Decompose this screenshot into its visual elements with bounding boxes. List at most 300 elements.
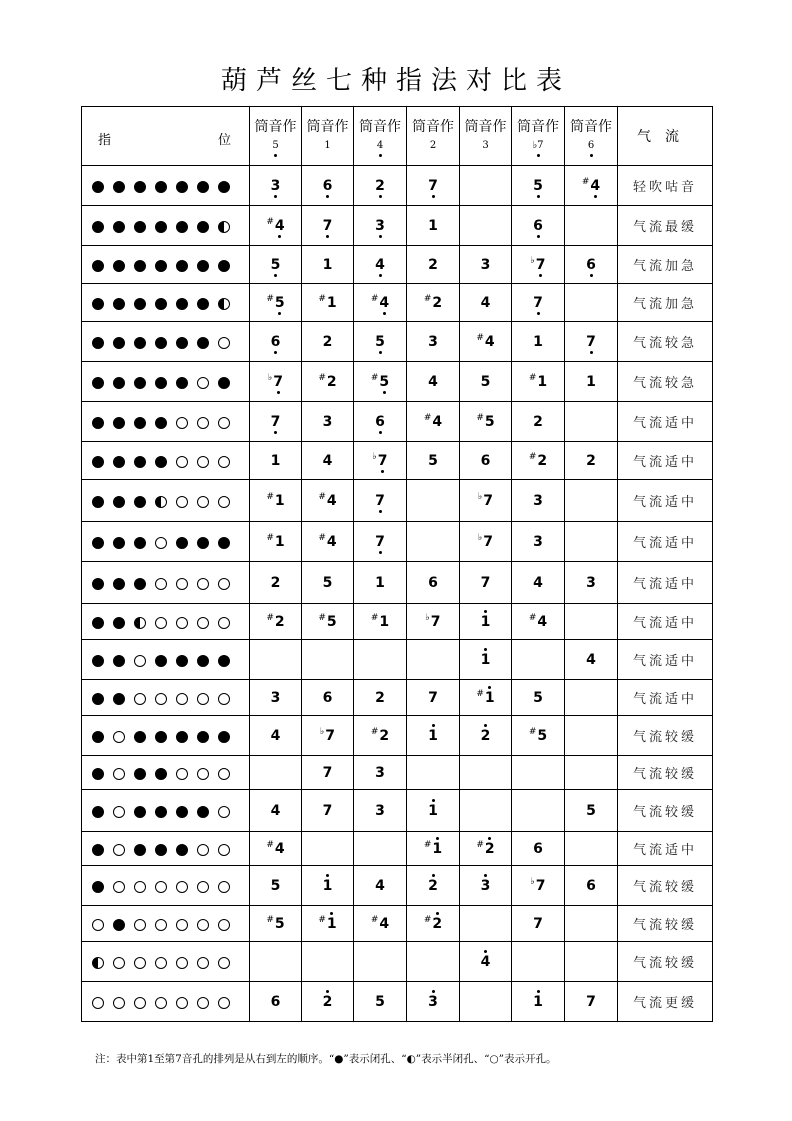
open-hole-icon bbox=[197, 957, 209, 969]
note-cell bbox=[302, 832, 354, 866]
open-hole-icon bbox=[155, 578, 167, 590]
accidental: # bbox=[318, 294, 326, 304]
table-row bbox=[82, 206, 713, 246]
note-number: 4 bbox=[537, 614, 548, 630]
note-cell bbox=[565, 790, 618, 832]
open-hole-icon bbox=[92, 997, 104, 1009]
note-cell bbox=[354, 322, 407, 362]
key-header-note: 5 bbox=[272, 140, 279, 151]
note-cell bbox=[407, 640, 460, 680]
airflow-cell: 轻吹咕音 bbox=[618, 166, 713, 206]
accidental: # bbox=[528, 452, 537, 462]
note-cell bbox=[354, 866, 407, 906]
note-cell bbox=[250, 522, 302, 562]
table-row bbox=[82, 640, 713, 680]
note-number: 5 bbox=[428, 452, 438, 469]
closed-hole-icon bbox=[134, 298, 146, 310]
closed-hole-icon bbox=[218, 377, 230, 389]
airflow-cell: 气流加急 bbox=[618, 284, 713, 322]
note-cell bbox=[565, 756, 618, 790]
airflow-cell: 气流较缓 bbox=[618, 906, 713, 942]
note-cell bbox=[512, 362, 565, 402]
table-row bbox=[82, 832, 713, 866]
open-hole-icon bbox=[176, 417, 188, 429]
note-cell bbox=[302, 640, 354, 680]
note-number: 6 bbox=[586, 877, 596, 894]
airflow-cell: 气流适中 bbox=[618, 640, 713, 680]
closed-hole-icon bbox=[113, 456, 125, 468]
note-cell bbox=[302, 166, 354, 206]
closed-hole-icon bbox=[113, 693, 125, 705]
closed-hole-icon bbox=[155, 417, 167, 429]
closed-hole-icon bbox=[113, 181, 125, 193]
note-cell bbox=[407, 906, 460, 942]
key-header-note: 1 bbox=[324, 140, 331, 151]
note-cell bbox=[354, 402, 407, 442]
open-hole-icon bbox=[176, 496, 188, 508]
key-header bbox=[460, 107, 512, 166]
note-cell bbox=[302, 480, 354, 522]
note-cell bbox=[302, 716, 354, 756]
note-number: 3 bbox=[428, 333, 438, 350]
note-cell bbox=[354, 284, 407, 322]
open-hole-icon bbox=[155, 997, 167, 1009]
note-cell bbox=[250, 284, 302, 322]
accidental: # bbox=[370, 613, 379, 623]
note-cell bbox=[512, 206, 565, 246]
note-number: 6 bbox=[322, 689, 333, 706]
note-cell bbox=[565, 206, 618, 246]
table-row bbox=[82, 866, 713, 906]
note-number: 5 bbox=[274, 916, 285, 932]
airflow-cell: 气流适中 bbox=[618, 562, 713, 604]
closed-hole-icon bbox=[92, 260, 104, 272]
note-cell bbox=[407, 246, 460, 284]
note-number: 7 bbox=[273, 374, 283, 390]
note-number: 4 bbox=[533, 574, 543, 591]
note-cell bbox=[354, 832, 407, 866]
note-number: 5 bbox=[375, 333, 385, 350]
accidental: ♭ bbox=[268, 373, 273, 383]
accidental: # bbox=[266, 840, 274, 850]
note-number: 2 bbox=[375, 177, 385, 194]
open-hole-icon bbox=[197, 997, 209, 1009]
closed-hole-icon bbox=[176, 298, 188, 310]
note-cell bbox=[354, 480, 407, 522]
table-row bbox=[82, 402, 713, 442]
note-number: 2 bbox=[375, 689, 385, 706]
accidental: # bbox=[370, 727, 379, 737]
note-cell bbox=[565, 604, 618, 640]
note-cell bbox=[302, 866, 354, 906]
closed-hole-icon bbox=[92, 298, 104, 310]
note-number: 1 bbox=[322, 877, 333, 894]
note-number: 4 bbox=[480, 953, 491, 970]
note-number: 7 bbox=[322, 764, 333, 781]
note-cell bbox=[407, 442, 460, 480]
accidental: # bbox=[528, 727, 537, 737]
accidental: # bbox=[318, 373, 326, 383]
note-number: 1 bbox=[484, 690, 495, 706]
note-cell bbox=[460, 832, 512, 866]
closed-hole-icon bbox=[134, 377, 146, 389]
accidental: ♭ bbox=[320, 727, 325, 737]
closed-hole-icon bbox=[218, 731, 230, 743]
key-header-note: 2 bbox=[429, 140, 437, 151]
open-hole-icon bbox=[176, 768, 188, 780]
note-number: 5 bbox=[533, 689, 543, 706]
hole-pattern bbox=[82, 246, 250, 284]
half-closed-hole-icon bbox=[134, 617, 146, 629]
note-cell bbox=[407, 680, 460, 716]
closed-hole-icon bbox=[155, 768, 167, 780]
note-number: 1 bbox=[326, 295, 337, 311]
open-hole-icon bbox=[218, 456, 230, 468]
note-cell bbox=[250, 832, 302, 866]
note-number: 7 bbox=[535, 257, 546, 273]
fingering-header bbox=[82, 107, 250, 166]
open-hole-icon bbox=[218, 806, 230, 818]
airflow-cell: 气流最缓 bbox=[618, 206, 713, 246]
closed-hole-icon bbox=[218, 260, 230, 272]
airflow-cell: 气流较急 bbox=[618, 322, 713, 362]
note-cell bbox=[302, 604, 354, 640]
note-cell bbox=[302, 206, 354, 246]
accidental: ♭ bbox=[478, 533, 483, 543]
note-cell bbox=[250, 982, 302, 1022]
note-cell bbox=[407, 166, 460, 206]
note-cell bbox=[512, 402, 565, 442]
closed-hole-icon bbox=[155, 806, 167, 818]
table-row bbox=[82, 322, 713, 362]
hole-pattern bbox=[82, 716, 250, 756]
closed-hole-icon bbox=[134, 181, 146, 193]
airflow-cell: 气流较缓 bbox=[618, 756, 713, 790]
note-cell bbox=[565, 866, 618, 906]
note-number: 4 bbox=[375, 877, 385, 894]
note-cell bbox=[565, 640, 618, 680]
note-cell bbox=[460, 442, 512, 480]
note-number: 5 bbox=[480, 373, 491, 390]
note-number: 1 bbox=[274, 493, 285, 509]
note-number: 2 bbox=[480, 727, 491, 744]
note-number: 6 bbox=[322, 177, 333, 194]
open-hole-icon bbox=[218, 337, 230, 349]
accidental: # bbox=[318, 613, 326, 623]
note-cell bbox=[407, 756, 460, 790]
note-number: 1 bbox=[537, 374, 548, 390]
note-cell bbox=[302, 522, 354, 562]
closed-hole-icon bbox=[218, 537, 230, 549]
open-hole-icon bbox=[197, 496, 209, 508]
open-hole-icon bbox=[197, 417, 209, 429]
table-row bbox=[82, 480, 713, 522]
note-cell bbox=[407, 322, 460, 362]
note-number: 1 bbox=[428, 217, 438, 234]
note-cell bbox=[407, 362, 460, 402]
accidental: # bbox=[423, 915, 432, 925]
note-cell bbox=[354, 522, 407, 562]
note-cell bbox=[512, 716, 565, 756]
note-number: 2 bbox=[586, 452, 596, 469]
note-cell bbox=[565, 522, 618, 562]
closed-hole-icon bbox=[92, 693, 104, 705]
note-cell bbox=[512, 680, 565, 716]
note-number: 1 bbox=[428, 802, 438, 819]
accidental: # bbox=[476, 333, 484, 343]
note-cell bbox=[407, 284, 460, 322]
table-row bbox=[82, 362, 713, 402]
note-number: 7 bbox=[480, 574, 491, 591]
note-cell bbox=[250, 640, 302, 680]
note-cell bbox=[460, 982, 512, 1022]
key-header-label: 筒音作 bbox=[359, 119, 401, 135]
note-number: 4 bbox=[480, 294, 491, 311]
note-number: 5 bbox=[375, 993, 385, 1010]
note-cell bbox=[565, 362, 618, 402]
key-header bbox=[407, 107, 460, 166]
open-hole-icon bbox=[134, 881, 146, 893]
hole-pattern bbox=[82, 906, 250, 942]
open-hole-icon bbox=[113, 997, 125, 1009]
closed-hole-icon bbox=[92, 844, 104, 856]
open-hole-icon bbox=[197, 377, 209, 389]
note-number: 7 bbox=[430, 614, 441, 630]
note-cell bbox=[250, 680, 302, 716]
closed-hole-icon bbox=[176, 337, 188, 349]
airflow-cell: 气流较急 bbox=[618, 362, 713, 402]
note-number: 1 bbox=[432, 841, 443, 857]
note-number: 3 bbox=[375, 764, 385, 781]
closed-hole-icon bbox=[92, 578, 104, 590]
open-hole-icon bbox=[197, 693, 209, 705]
airflow-cell: 气流适中 bbox=[618, 832, 713, 866]
note-cell bbox=[565, 906, 618, 942]
note-cell bbox=[565, 562, 618, 604]
note-number: 2 bbox=[432, 295, 443, 311]
note-number: 6 bbox=[586, 256, 596, 273]
accidental: ♭ bbox=[530, 256, 535, 266]
accidental: # bbox=[476, 840, 484, 850]
note-cell bbox=[250, 442, 302, 480]
note-cell bbox=[407, 402, 460, 442]
note-number: 4 bbox=[432, 414, 443, 430]
note-cell bbox=[250, 790, 302, 832]
note-cell bbox=[512, 166, 565, 206]
note-number: 3 bbox=[322, 413, 333, 430]
table-row bbox=[82, 442, 713, 480]
note-cell bbox=[460, 284, 512, 322]
hole-pattern bbox=[82, 604, 250, 640]
table-row bbox=[82, 284, 713, 322]
note-cell bbox=[565, 402, 618, 442]
closed-hole-icon bbox=[155, 221, 167, 233]
note-number: 7 bbox=[428, 689, 438, 706]
closed-hole-icon bbox=[197, 806, 209, 818]
note-number: 3 bbox=[270, 177, 281, 194]
note-number: 1 bbox=[428, 727, 438, 744]
note-cell bbox=[302, 906, 354, 942]
note-cell bbox=[565, 480, 618, 522]
accidental: # bbox=[266, 294, 274, 304]
accidental: # bbox=[423, 294, 432, 304]
open-hole-icon bbox=[218, 881, 230, 893]
note-cell bbox=[302, 284, 354, 322]
note-number: 6 bbox=[270, 993, 281, 1010]
table-row bbox=[82, 906, 713, 942]
header-fingering-label: 指 bbox=[98, 133, 112, 148]
note-number: 5 bbox=[322, 574, 333, 591]
closed-hole-icon bbox=[134, 456, 146, 468]
note-cell bbox=[302, 322, 354, 362]
table-row bbox=[82, 522, 713, 562]
closed-hole-icon bbox=[155, 260, 167, 272]
open-hole-icon bbox=[176, 957, 188, 969]
key-header-label: 筒音作 bbox=[517, 119, 559, 135]
open-hole-icon bbox=[176, 578, 188, 590]
note-number: 7 bbox=[322, 217, 333, 234]
note-cell bbox=[460, 480, 512, 522]
open-hole-icon bbox=[218, 617, 230, 629]
note-cell bbox=[302, 562, 354, 604]
closed-hole-icon bbox=[92, 456, 104, 468]
open-hole-icon bbox=[218, 496, 230, 508]
note-cell bbox=[250, 322, 302, 362]
note-cell bbox=[407, 604, 460, 640]
airflow-cell: 气流适中 bbox=[618, 442, 713, 480]
note-number: 4 bbox=[326, 493, 337, 509]
closed-hole-icon bbox=[218, 655, 230, 667]
airflow-cell: 气流较缓 bbox=[618, 716, 713, 756]
note-cell bbox=[512, 866, 565, 906]
note-number: 7 bbox=[483, 534, 493, 550]
open-hole-icon bbox=[113, 881, 125, 893]
open-hole-icon bbox=[197, 578, 209, 590]
note-number: 7 bbox=[377, 453, 388, 469]
note-number: 7 bbox=[586, 333, 596, 350]
note-cell bbox=[512, 640, 565, 680]
note-number: 2 bbox=[537, 453, 548, 469]
note-cell bbox=[250, 604, 302, 640]
closed-hole-icon bbox=[113, 655, 125, 667]
note-number: 5 bbox=[533, 177, 543, 194]
note-cell bbox=[512, 982, 565, 1022]
note-number: 2 bbox=[326, 374, 337, 390]
note-cell bbox=[460, 866, 512, 906]
hole-pattern bbox=[82, 832, 250, 866]
airflow-cell: 气流适中 bbox=[618, 480, 713, 522]
note-cell bbox=[512, 832, 565, 866]
airflow-cell: 气流较缓 bbox=[618, 866, 713, 906]
closed-hole-icon bbox=[92, 181, 104, 193]
note-cell bbox=[565, 284, 618, 322]
open-hole-icon bbox=[197, 456, 209, 468]
note-cell bbox=[460, 756, 512, 790]
note-number: 2 bbox=[533, 413, 543, 430]
accidental: # bbox=[476, 689, 484, 699]
closed-hole-icon bbox=[176, 377, 188, 389]
table-row bbox=[82, 790, 713, 832]
table-row bbox=[82, 716, 713, 756]
note-number: 1 bbox=[586, 373, 596, 390]
note-cell bbox=[354, 716, 407, 756]
closed-hole-icon bbox=[197, 221, 209, 233]
hole-pattern bbox=[82, 942, 250, 982]
note-cell bbox=[460, 402, 512, 442]
accidental: # bbox=[318, 492, 326, 502]
note-cell bbox=[354, 640, 407, 680]
half-closed-hole-icon bbox=[92, 957, 104, 969]
accidental: ♭ bbox=[530, 877, 535, 887]
open-hole-icon bbox=[92, 919, 104, 931]
closed-hole-icon bbox=[176, 260, 188, 272]
closed-hole-icon bbox=[92, 806, 104, 818]
open-hole-icon bbox=[218, 417, 230, 429]
note-cell bbox=[460, 604, 512, 640]
note-number: 7 bbox=[375, 533, 385, 550]
note-number: 1 bbox=[533, 993, 543, 1010]
open-hole-icon bbox=[176, 919, 188, 931]
note-cell bbox=[250, 906, 302, 942]
closed-hole-icon bbox=[92, 617, 104, 629]
accidental: # bbox=[370, 294, 379, 304]
note-cell bbox=[407, 942, 460, 982]
note-number: 1 bbox=[480, 613, 491, 630]
open-hole-icon bbox=[113, 844, 125, 856]
note-cell bbox=[460, 522, 512, 562]
note-cell bbox=[512, 442, 565, 480]
note-cell bbox=[512, 284, 565, 322]
note-number: 4 bbox=[375, 256, 385, 273]
open-hole-icon bbox=[218, 919, 230, 931]
closed-hole-icon bbox=[134, 496, 146, 508]
closed-hole-icon bbox=[113, 337, 125, 349]
closed-hole-icon bbox=[92, 337, 104, 349]
closed-hole-icon bbox=[155, 456, 167, 468]
note-number: 6 bbox=[428, 574, 438, 591]
open-hole-icon bbox=[218, 844, 230, 856]
closed-hole-icon bbox=[92, 417, 104, 429]
airflow-cell: 气流较缓 bbox=[618, 790, 713, 832]
hole-pattern bbox=[82, 680, 250, 716]
note-cell bbox=[250, 246, 302, 284]
closed-hole-icon bbox=[155, 844, 167, 856]
note-number: 2 bbox=[322, 333, 333, 350]
airflow-cell: 气流适中 bbox=[618, 604, 713, 640]
note-number: 6 bbox=[533, 840, 543, 857]
note-cell bbox=[302, 982, 354, 1022]
note-cell bbox=[565, 322, 618, 362]
closed-hole-icon bbox=[176, 655, 188, 667]
closed-hole-icon bbox=[92, 377, 104, 389]
note-cell bbox=[460, 166, 512, 206]
note-cell bbox=[565, 246, 618, 284]
note-cell bbox=[512, 756, 565, 790]
accidental: # bbox=[370, 373, 379, 383]
note-cell bbox=[407, 206, 460, 246]
note-cell bbox=[565, 716, 618, 756]
open-hole-icon bbox=[155, 957, 167, 969]
closed-hole-icon bbox=[134, 578, 146, 590]
note-number: 4 bbox=[590, 178, 601, 194]
note-cell bbox=[250, 402, 302, 442]
half-closed-hole-icon bbox=[218, 298, 230, 310]
airflow-header: 气流 bbox=[618, 107, 713, 166]
open-hole-icon bbox=[176, 997, 188, 1009]
note-number: 4 bbox=[326, 534, 337, 550]
half-closed-hole-icon bbox=[155, 496, 167, 508]
table-row bbox=[82, 942, 713, 982]
